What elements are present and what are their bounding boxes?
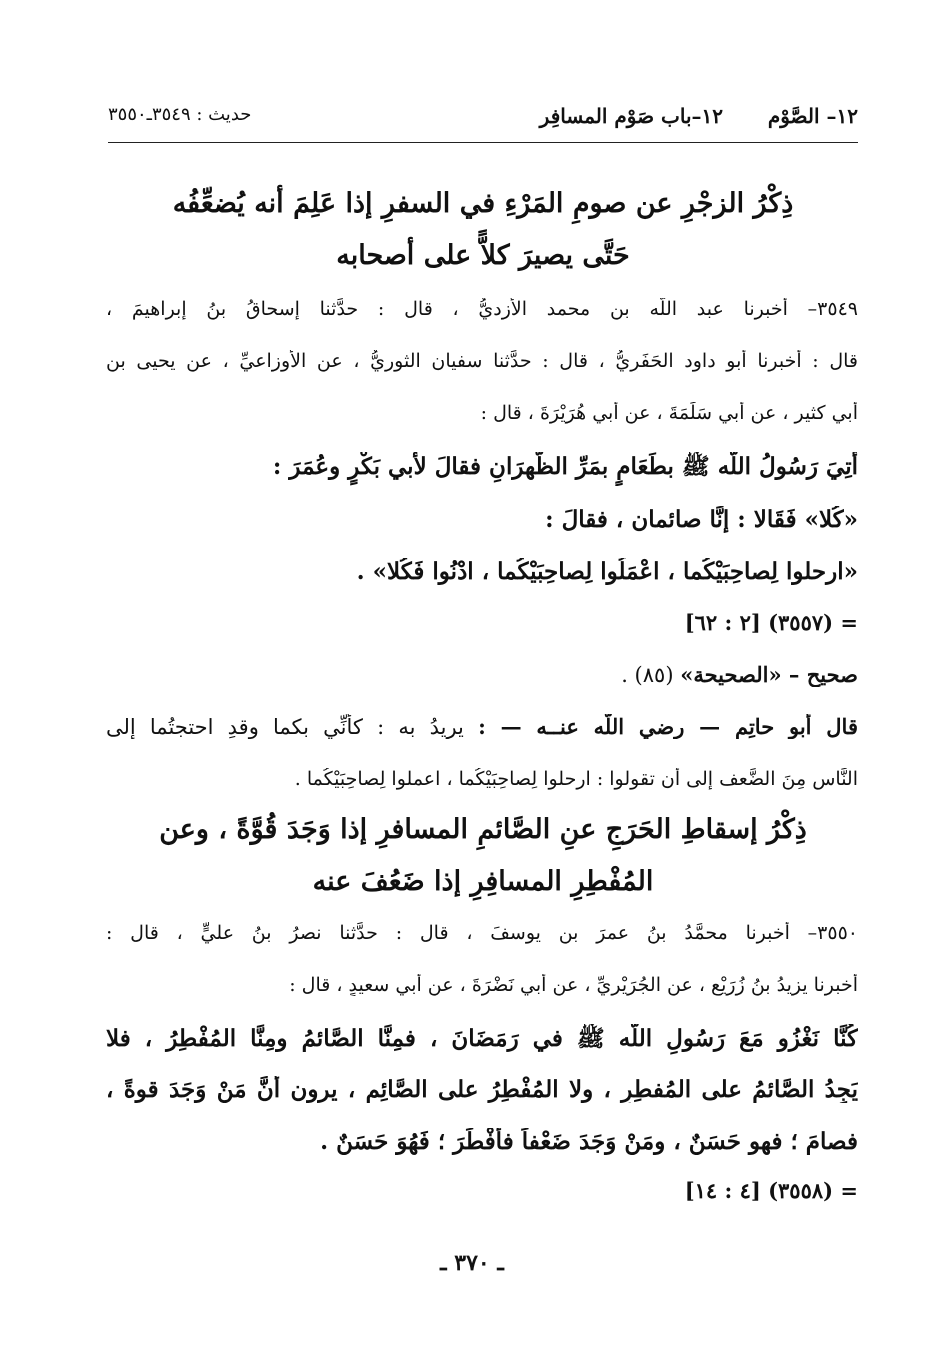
hadith-3549-matn-line-1: أُتِيَ رَسُولُ اللّه ﷺ بطَعَامٍ بمَرِّ الظَّهرَانِ فقالَ لأبي بَكْرٍ وعُمَرَ : bbox=[272, 453, 858, 480]
hadith-3549-matn-line-2: «كُلا» فَقَالا : إنَّا صائمان ، فقالَ : bbox=[545, 506, 858, 533]
hadith-3549-isnad-line-2: قال : أخبرنا أبو داود الحَفَرِيُّ ، قال : حدَّثنا سفيان الثوريُّ ، عنِ الأوزاعيِّ ، عن يحيى بن bbox=[106, 350, 858, 372]
commentary-text: يريدُ به : كأنِّي بكما وقدِ احتجتُما إلى bbox=[106, 715, 479, 739]
hadith-3550-isnad-line-2: أخبرنا يزيدُ بنُ زُرَيْعٍ ، عنِ الجُرَيْرِيِّ ، عن أبي نَضْرَةَ ، عن أبي سعيدٍ ، قال : bbox=[289, 974, 858, 996]
chapter-heading-1-line-1: ذِكْرُ الزجْرِ عن صومِ المَرْءِ في السفرِ إذا عَلِمَ أنه يُضعِّفُه bbox=[172, 188, 794, 219]
grading-number: (٨٥) . bbox=[621, 663, 681, 687]
header-rule bbox=[108, 142, 858, 143]
page-number: ـ ٣٧٠ ـ bbox=[440, 1250, 504, 1276]
hadith-3549-isnad-line-3: أبي كثير ، عن أبي سَلَمَةَ ، عن أبي هُرَيْرَةَ ، قال : bbox=[480, 402, 858, 424]
hadith-3550-matn-line-2: يَجِدُ الصَّائمُ على المُفطِرِ ، ولا المُفْطِرُ على الصَّائِمِ ، يرون أنَّ مَنْ وَجَدَ قوةً ، bbox=[106, 1076, 858, 1103]
chapter-heading-2-line-2: المُفْطِرِ المسافِرِ إذا ضَعُفَ عنه bbox=[312, 866, 654, 897]
hadith-3550-matn-line-1: كُنَّا نَغْزُو مَعَ رَسُولِ اللّه ﷺ في رَمَضَانَ ، فمِنَّا الصَّائمُ ومِنَّا المُفْطِرُ ، فلا bbox=[106, 1025, 858, 1052]
hadith-3550-isnad-line-1: ٣٥٥٠– أخبرنا محمَّدُ بنُ عمرَ بنِ يوسفَ ، قال : حدَّثنا نصرُ بنُ عليٍّ ، قال : bbox=[106, 922, 858, 944]
grading-label: صحيح – «الصحيحة» bbox=[680, 662, 858, 687]
commentary-attribution: قال أبو حاتِمٍ — رضي اللّه عنــه — : bbox=[478, 714, 858, 739]
chapter-heading-1-line-2: حَتَّى يصيرَ كلاًّ على أصحابه bbox=[336, 240, 630, 271]
hadith-3549-grading bbox=[106, 662, 858, 687]
hadith-3549-cross-reference: = (٣٥٥٧) [٢ : ٦٢] bbox=[684, 610, 858, 635]
hadith-3549-matn-line-3: «ارحلوا لِصاحِبَيْكُما ، اعْمَلُوا لِصاحِبَيْكُما ، ادْنُوا فَكُلا» . bbox=[356, 558, 858, 585]
commentary-line-2: النَّاس مِنَ الضَّعف إلى أن تقولوا : ارحلوا لِصاحِبَيْكُما ، اعملوا لِصاحِبَيْكُما . bbox=[294, 768, 858, 790]
hadith-3550-cross-reference: = (٣٥٥٨) [٤ : ١٤] bbox=[684, 1178, 858, 1203]
chapter-heading-2-line-1: ذِكْرُ إسقاطِ الحَرَجِ عنِ الصَّائمِ المسافرِ إذا وَجَدَ قُوَّةً ، وعن bbox=[159, 814, 807, 845]
hadith-3550-matn-line-3: فصامَ ؛ فهو حَسَنٌ ، ومَنْ وَجَدَ ضَعْفاً فأَفْطَرَ ؛ فَهُوَ حَسَنٌ . bbox=[320, 1128, 858, 1155]
section-title: ١٢–باب صَوْم المسافِر bbox=[539, 104, 723, 128]
chapter-title: ١٢– الصَّوْم bbox=[767, 104, 858, 128]
hadith-range: حديث : ٣٥٤٩ـ٣٥٥٠ bbox=[108, 104, 252, 125]
commentary-line-1 bbox=[106, 714, 858, 739]
running-head bbox=[108, 104, 858, 136]
hadith-3549-isnad-line-1: ٣٥٤٩– أخبرنا عبد اللّه بن محمد الأزديُّ ، قال : حدَّثنا إسحاقُ بنُ إبراهيمَ ، bbox=[106, 298, 858, 320]
